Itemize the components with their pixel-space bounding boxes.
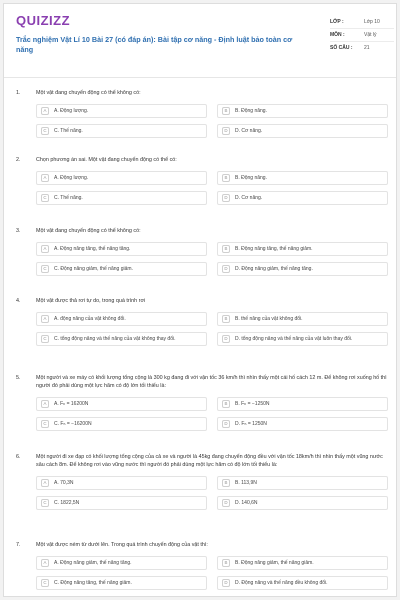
option-letter: C — [41, 265, 49, 273]
answer-option-c[interactable] — [36, 576, 207, 590]
question-text: Một vật được ném từ dưới lên. Trong quá trình chuyển động của vật thì: — [36, 542, 208, 548]
answer-option-d[interactable] — [217, 332, 388, 346]
question-4 — [16, 298, 388, 346]
worksheet-header — [4, 4, 396, 78]
question-number: 4. — [16, 298, 21, 304]
answer-option-c[interactable] — [36, 496, 207, 510]
answer-text: B. Động năng giảm, thế năng giảm. — [235, 559, 314, 566]
answer-option-d[interactable] — [217, 417, 388, 431]
meta-value: 21 — [364, 45, 370, 51]
option-letter: D — [222, 194, 230, 202]
answer-option-d[interactable] — [217, 262, 388, 276]
answer-option-a[interactable] — [36, 242, 207, 256]
answer-text: C. Động năng giảm, thế năng giảm. — [54, 265, 133, 272]
option-letter: B — [222, 479, 230, 487]
answer-option-c[interactable] — [36, 262, 207, 276]
answer-option-c[interactable] — [36, 124, 207, 138]
answer-text: C. 1822,5N — [54, 499, 80, 506]
question-1 — [16, 90, 388, 138]
meta-value: Lớp 10 — [364, 19, 380, 25]
answer-text: C. Thế năng. — [54, 194, 83, 201]
option-letter: A — [41, 315, 49, 323]
answer-grid — [16, 476, 388, 510]
answer-text: D. tổng động năng và thế năng của vật luôn thay đổi. — [235, 335, 353, 342]
option-letter: A — [41, 245, 49, 253]
option-letter: C — [41, 579, 49, 587]
option-letter: B — [222, 174, 230, 182]
option-letter: D — [222, 579, 230, 587]
answer-text: C. tổng động năng và thế năng của vật không thay đổi. — [54, 335, 176, 342]
answer-option-c[interactable] — [36, 191, 207, 205]
meta-row-subject — [330, 29, 394, 42]
question-3 — [16, 228, 388, 276]
answer-grid — [16, 312, 388, 346]
meta-row-class — [330, 16, 394, 29]
page-title: Trắc nghiệm Vật Lí 10 Bài 27 (có đáp án): Bài tập cơ năng - Định luật bảo toàn cơ năng — [16, 35, 293, 55]
answer-grid — [16, 556, 388, 590]
answer-text: C. Thế năng. — [54, 127, 83, 134]
answer-option-b[interactable] — [217, 312, 388, 326]
answer-text: D. Cơ năng. — [235, 194, 263, 201]
option-letter: C — [41, 127, 49, 135]
answer-option-b[interactable] — [217, 556, 388, 570]
answer-text: B. thế năng của vật không đổi. — [235, 315, 303, 322]
option-letter: D — [222, 420, 230, 428]
answer-text: B. Động năng tăng, thế năng giảm. — [235, 245, 313, 252]
answer-option-d[interactable] — [217, 576, 388, 590]
answer-text: A. Fₕ = 16200N — [54, 400, 89, 407]
answer-option-b[interactable] — [217, 476, 388, 490]
answer-text: D. Động năng giảm, thế năng tăng. — [235, 265, 313, 272]
option-letter: B — [222, 315, 230, 323]
answer-option-d[interactable] — [217, 191, 388, 205]
answer-option-d[interactable] — [217, 124, 388, 138]
answer-grid — [16, 397, 388, 431]
meta-value: Vật lý — [364, 32, 377, 38]
question-6 — [16, 454, 388, 510]
option-letter: B — [222, 107, 230, 115]
answer-text: A. động năng của vật không đổi. — [54, 315, 126, 322]
answer-text: A. Động năng giảm, thế năng tăng. — [54, 559, 132, 566]
answer-text: B. Fₕ = −1250N — [235, 400, 270, 407]
answer-text: A. Động năng tăng, thế năng tăng. — [54, 245, 131, 252]
option-letter: B — [222, 400, 230, 408]
option-letter: B — [222, 245, 230, 253]
answer-option-b[interactable] — [217, 104, 388, 118]
question-text: Chọn phương án sai. Một vật đang chuyển động có thể có: — [36, 157, 177, 163]
option-letter: D — [222, 335, 230, 343]
question-text: Một người và xe máy có khối lượng tổng cộng là 300 kg đang đi với vận tốc 36 km/h thì nhìn thấy một cái hố cách 12 m. Để không rơi xuống hố thì người đó phải dùng một lực hãm có độ lớn tối thiểu là: — [36, 375, 387, 389]
question-text: Một người đi xe đạp có khối lượng tổng cộng của cả xe và người là 45kg đang chuyển động đều với vận tốc 18km/h thì nhìn thấy một vũng nước sâu cách 8m. Để không rơi vào vũng nước thì người đó phải dùng một lực hãm có độ lớn tối thiểu là: — [36, 454, 383, 468]
worksheet-page — [3, 3, 397, 597]
answer-grid — [16, 104, 388, 138]
option-letter: A — [41, 400, 49, 408]
option-letter: B — [222, 559, 230, 567]
option-letter: A — [41, 107, 49, 115]
answer-text: D. Động năng và thế năng đều không đổi. — [235, 579, 328, 586]
option-letter: A — [41, 559, 49, 567]
answer-text: B. 113,9N — [235, 479, 257, 486]
answer-grid — [16, 171, 388, 205]
option-letter: C — [41, 420, 49, 428]
answer-text: A. 70,3N — [54, 479, 74, 486]
quizizz-logo: QUIZIZZ — [16, 13, 71, 28]
meta-row-count — [330, 42, 394, 54]
question-number: 1. — [16, 90, 21, 96]
option-letter: D — [222, 265, 230, 273]
answer-option-c[interactable] — [36, 332, 207, 346]
answer-text: D. Fₕ = 1250N — [235, 420, 267, 427]
option-letter: A — [41, 174, 49, 182]
option-letter: D — [222, 127, 230, 135]
option-letter: A — [41, 479, 49, 487]
answer-option-b[interactable] — [217, 171, 388, 185]
question-number: 3. — [16, 228, 21, 234]
answer-text: D. Cơ năng. — [235, 127, 263, 134]
answer-option-a[interactable] — [36, 312, 207, 326]
question-number: 5. — [16, 375, 21, 381]
answer-text: A. Động lượng. — [54, 107, 89, 114]
answer-option-d[interactable] — [217, 496, 388, 510]
question-number: 2. — [16, 157, 21, 163]
question-number: 6. — [16, 454, 21, 460]
answer-option-a[interactable] — [36, 104, 207, 118]
answer-option-b[interactable] — [217, 397, 388, 411]
answer-option-a[interactable] — [36, 556, 207, 570]
meta-key: MÔN : — [330, 32, 345, 38]
answer-text: B. Động năng. — [235, 174, 267, 181]
question-2 — [16, 157, 388, 205]
question-text: Một vật được thả rơi tự do, trong quá trình rơi — [36, 298, 146, 304]
answer-option-a[interactable] — [36, 171, 207, 185]
question-number: 7. — [16, 542, 21, 548]
answer-option-a[interactable] — [36, 397, 207, 411]
answer-text: C. Động năng tăng, thế năng giảm. — [54, 579, 132, 586]
answer-option-b[interactable] — [217, 242, 388, 256]
answer-option-c[interactable] — [36, 417, 207, 431]
meta-key: LỚP : — [330, 19, 344, 25]
answer-text: B. Động năng. — [235, 107, 267, 114]
answer-grid — [16, 242, 388, 276]
option-letter: D — [222, 499, 230, 507]
answer-option-a[interactable] — [36, 476, 207, 490]
meta-key: SỐ CÂU : — [330, 45, 353, 51]
question-7 — [16, 542, 388, 590]
answer-text: C. Fₕ = −16200N — [54, 420, 92, 427]
option-letter: C — [41, 335, 49, 343]
question-5 — [16, 375, 388, 431]
question-text: Một vật đang chuyển động có thể không có: — [36, 90, 141, 96]
option-letter: C — [41, 194, 49, 202]
meta-table — [330, 16, 394, 54]
answer-text: A. Động lượng. — [54, 174, 89, 181]
question-text: Một vật đang chuyển động có thể không có: — [36, 228, 141, 234]
answer-text: D. 140,6N — [235, 499, 258, 506]
option-letter: C — [41, 499, 49, 507]
